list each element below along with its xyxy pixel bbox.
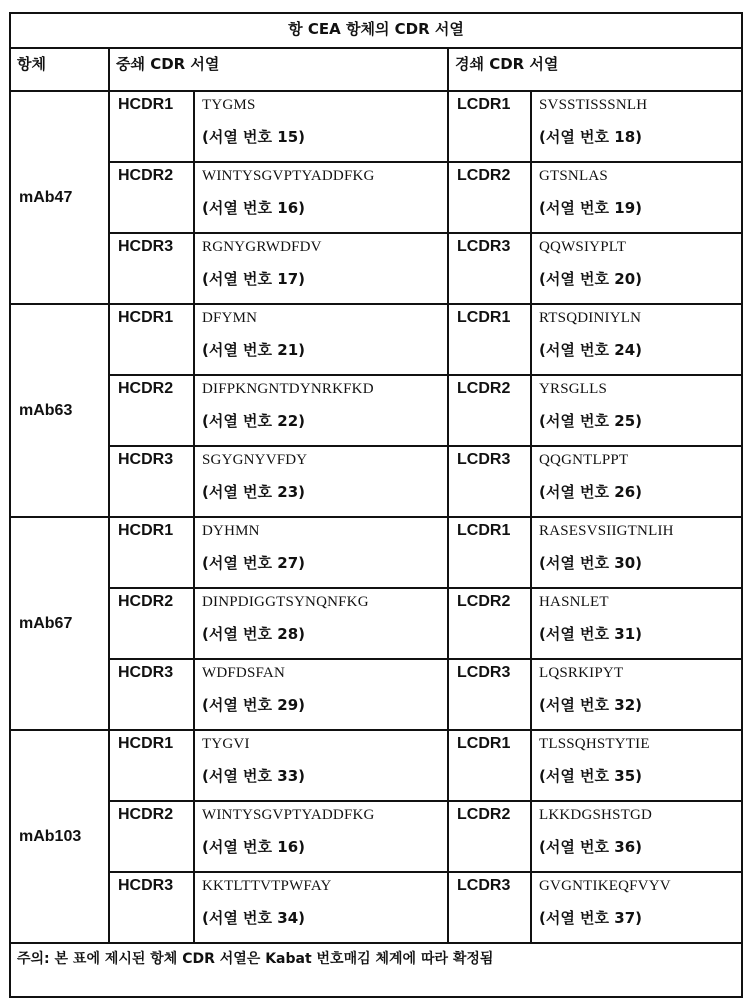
heavy-seq-id: (서열 번호 22) bbox=[202, 412, 305, 430]
light-cdr-sequence: QQGNTLPPT bbox=[539, 452, 629, 468]
light-cdr-cell bbox=[531, 304, 742, 375]
light-cdr-label: LCDR1 bbox=[448, 730, 531, 801]
heavy-cdr-sequence: KKTLTTVTPWFAY bbox=[202, 878, 332, 894]
heavy-cdr-cell bbox=[194, 446, 448, 517]
antibody-name: mAb63 bbox=[10, 304, 109, 517]
light-cdr-cell bbox=[531, 588, 742, 659]
heavy-cdr-label: HCDR1 bbox=[109, 304, 194, 375]
light-cdr-sequence: YRSGLLS bbox=[539, 381, 608, 397]
heavy-cdr-cell bbox=[194, 162, 448, 233]
cdr-sequence-table bbox=[9, 12, 743, 998]
heavy-cdr-label: HCDR1 bbox=[109, 517, 194, 588]
header-antibody: 항체 bbox=[10, 48, 109, 91]
heavy-seq-id: (서열 번호 16) bbox=[202, 199, 305, 217]
light-cdr-cell bbox=[531, 162, 742, 233]
light-cdr-label: LCDR3 bbox=[448, 233, 531, 304]
light-cdr-cell bbox=[531, 233, 742, 304]
antibody-name: mAb103 bbox=[10, 730, 109, 943]
heavy-seq-id: (서열 번호 28) bbox=[202, 625, 305, 643]
cdr-row bbox=[10, 162, 742, 233]
heavy-cdr-cell bbox=[194, 375, 448, 446]
heavy-cdr-cell bbox=[194, 801, 448, 872]
light-cdr-label: LCDR2 bbox=[448, 375, 531, 446]
cdr-table-document bbox=[9, 12, 741, 998]
heavy-cdr-sequence: DFYMN bbox=[202, 310, 258, 326]
light-cdr-cell bbox=[531, 730, 742, 801]
light-cdr-label: LCDR2 bbox=[448, 162, 531, 233]
cdr-row bbox=[10, 517, 742, 588]
cdr-row bbox=[10, 872, 742, 943]
antibody-name: mAb47 bbox=[10, 91, 109, 304]
heavy-cdr-sequence: WINTYSGVPTYADDFKG bbox=[202, 807, 375, 823]
light-seq-id: (서열 번호 18) bbox=[539, 128, 642, 146]
heavy-cdr-cell bbox=[194, 730, 448, 801]
light-cdr-cell bbox=[531, 446, 742, 517]
heavy-cdr-cell bbox=[194, 588, 448, 659]
heavy-cdr-cell bbox=[194, 659, 448, 730]
cdr-row bbox=[10, 730, 742, 801]
heavy-cdr-cell bbox=[194, 517, 448, 588]
light-seq-id: (서열 번호 25) bbox=[539, 412, 642, 430]
cdr-row bbox=[10, 233, 742, 304]
header-heavy-chain: 중쇄 CDR 서열 bbox=[109, 48, 448, 91]
cdr-row bbox=[10, 446, 742, 517]
heavy-cdr-sequence: WINTYSGVPTYADDFKG bbox=[202, 168, 375, 184]
heavy-cdr-sequence: TYGMS bbox=[202, 97, 256, 113]
heavy-seq-id: (서열 번호 17) bbox=[202, 270, 305, 288]
cdr-row bbox=[10, 588, 742, 659]
light-cdr-cell bbox=[531, 91, 742, 162]
cdr-row bbox=[10, 801, 742, 872]
light-seq-id: (서열 번호 35) bbox=[539, 767, 642, 785]
heavy-cdr-label: HCDR3 bbox=[109, 659, 194, 730]
heavy-cdr-label: HCDR2 bbox=[109, 162, 194, 233]
light-seq-id: (서열 번호 32) bbox=[539, 696, 642, 714]
light-cdr-sequence: LKKDGSHSTGD bbox=[539, 807, 653, 823]
table-title: 항 CEA 항체의 CDR 서열 bbox=[10, 13, 742, 48]
light-cdr-label: LCDR3 bbox=[448, 872, 531, 943]
heavy-seq-id: (서열 번호 16) bbox=[202, 838, 305, 856]
heavy-seq-id: (서열 번호 29) bbox=[202, 696, 305, 714]
light-cdr-sequence: HASNLET bbox=[539, 594, 609, 610]
heavy-seq-id: (서열 번호 34) bbox=[202, 909, 305, 927]
light-cdr-label: LCDR2 bbox=[448, 588, 531, 659]
light-cdr-sequence: SVSSTISSSNLH bbox=[539, 97, 648, 113]
light-cdr-label: LCDR2 bbox=[448, 801, 531, 872]
light-seq-id: (서열 번호 37) bbox=[539, 909, 642, 927]
light-cdr-sequence: RTSQDINIYLN bbox=[539, 310, 642, 326]
light-cdr-label: LCDR1 bbox=[448, 91, 531, 162]
light-seq-id: (서열 번호 30) bbox=[539, 554, 642, 572]
note-row bbox=[10, 943, 742, 997]
heavy-cdr-cell bbox=[194, 304, 448, 375]
heavy-seq-id: (서열 번호 15) bbox=[202, 128, 305, 146]
light-cdr-sequence: RASESVSIIGTNLIH bbox=[539, 523, 674, 539]
light-seq-id: (서열 번호 19) bbox=[539, 199, 642, 217]
light-seq-id: (서열 번호 31) bbox=[539, 625, 642, 643]
heavy-seq-id: (서열 번호 33) bbox=[202, 767, 305, 785]
heavy-cdr-cell bbox=[194, 872, 448, 943]
heavy-cdr-label: HCDR2 bbox=[109, 375, 194, 446]
light-cdr-sequence: LQSRKIPYT bbox=[539, 665, 624, 681]
heavy-cdr-sequence: WDFDSFAN bbox=[202, 665, 286, 681]
light-cdr-sequence: QQWSIYPLT bbox=[539, 239, 627, 255]
title-row bbox=[10, 13, 742, 48]
heavy-cdr-sequence: DINPDIGGTSYNQNFKG bbox=[202, 594, 369, 610]
light-cdr-cell bbox=[531, 872, 742, 943]
light-cdr-cell bbox=[531, 659, 742, 730]
heavy-cdr-label: HCDR3 bbox=[109, 872, 194, 943]
light-seq-id: (서열 번호 36) bbox=[539, 838, 642, 856]
light-cdr-label: LCDR1 bbox=[448, 517, 531, 588]
light-cdr-label: LCDR3 bbox=[448, 659, 531, 730]
heavy-cdr-sequence: DYHMN bbox=[202, 523, 260, 539]
heavy-cdr-label: HCDR1 bbox=[109, 730, 194, 801]
header-row bbox=[10, 48, 742, 91]
heavy-seq-id: (서열 번호 27) bbox=[202, 554, 305, 572]
cdr-row bbox=[10, 91, 742, 162]
heavy-cdr-label: HCDR3 bbox=[109, 233, 194, 304]
cdr-row bbox=[10, 659, 742, 730]
heavy-cdr-label: HCDR1 bbox=[109, 91, 194, 162]
antibody-name: mAb67 bbox=[10, 517, 109, 730]
heavy-cdr-sequence: RGNYGRWDFDV bbox=[202, 239, 322, 255]
light-seq-id: (서열 번호 20) bbox=[539, 270, 642, 288]
light-cdr-cell bbox=[531, 801, 742, 872]
light-cdr-sequence: TLSSQHSTYTIE bbox=[539, 736, 650, 752]
heavy-seq-id: (서열 번호 23) bbox=[202, 483, 305, 501]
heavy-cdr-sequence: DIFPKNGNTDYNRKFKD bbox=[202, 381, 374, 397]
light-cdr-label: LCDR3 bbox=[448, 446, 531, 517]
heavy-cdr-cell bbox=[194, 91, 448, 162]
header-light-chain: 경쇄 CDR 서열 bbox=[448, 48, 742, 91]
heavy-cdr-sequence: TYGVI bbox=[202, 736, 250, 752]
light-cdr-label: LCDR1 bbox=[448, 304, 531, 375]
light-cdr-cell bbox=[531, 375, 742, 446]
cdr-row bbox=[10, 375, 742, 446]
heavy-cdr-sequence: SGYGNYVFDY bbox=[202, 452, 308, 468]
light-seq-id: (서열 번호 24) bbox=[539, 341, 642, 359]
light-cdr-sequence: GVGNTIKEQFVYV bbox=[539, 878, 671, 894]
light-cdr-cell bbox=[531, 517, 742, 588]
cdr-row bbox=[10, 304, 742, 375]
heavy-seq-id: (서열 번호 21) bbox=[202, 341, 305, 359]
heavy-cdr-cell bbox=[194, 233, 448, 304]
heavy-cdr-label: HCDR3 bbox=[109, 446, 194, 517]
heavy-cdr-label: HCDR2 bbox=[109, 588, 194, 659]
heavy-cdr-label: HCDR2 bbox=[109, 801, 194, 872]
table-footnote: 주의: 본 표에 제시된 항체 CDR 서열은 Kabat 번호매김 체계에 따라 확정됨 bbox=[10, 943, 742, 997]
light-cdr-sequence: GTSNLAS bbox=[539, 168, 608, 184]
light-seq-id: (서열 번호 26) bbox=[539, 483, 642, 501]
